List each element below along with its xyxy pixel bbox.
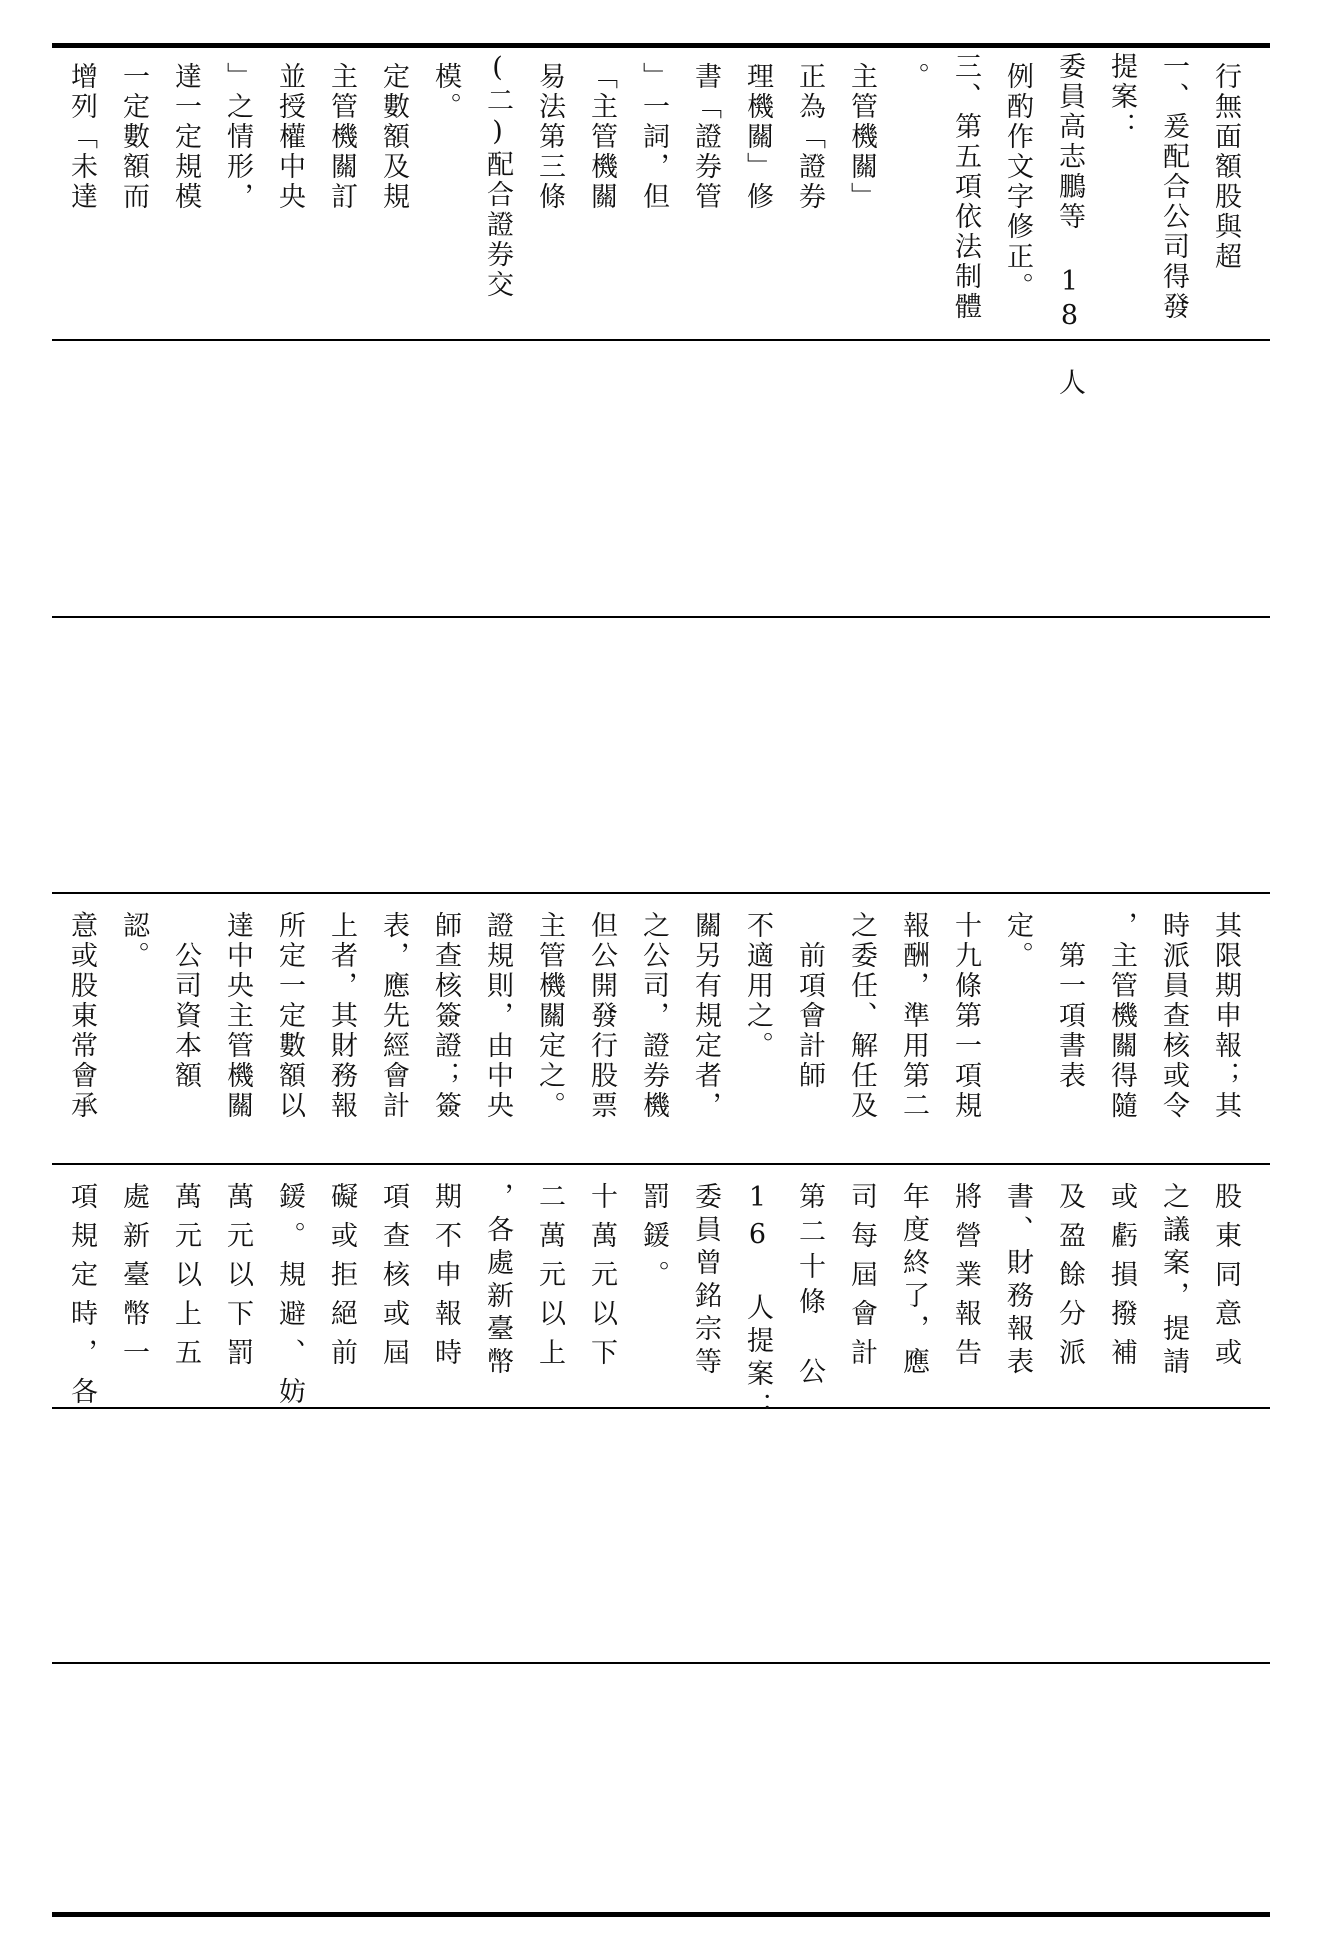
text-column: 行無面額股與超 [1210, 62, 1241, 272]
text-column: 不適用之。 [742, 911, 773, 1061]
text-column: 及盈餘分派 [1054, 1182, 1085, 1377]
text-column: 期不申報時 [430, 1182, 461, 1377]
current-text-cell [52, 893, 1270, 1163]
text-column: 模。 [430, 62, 461, 122]
text-column: 委員曾銘宗等 [690, 1182, 721, 1380]
text-column: 股東同意或 [1210, 1182, 1241, 1377]
text-column: 達一定規模 [170, 62, 201, 212]
text-column: 處新臺幣一 [118, 1182, 149, 1377]
text-column: 書、財務報表 [1002, 1182, 1033, 1380]
text-column: 但公開發行股票 [586, 911, 617, 1121]
text-column: 表，應先經會計 [378, 911, 409, 1121]
text-column: 「主管機關 [586, 62, 617, 212]
text-column: 定數額及規 [378, 62, 409, 212]
text-column: 萬元以下罰 [222, 1182, 253, 1377]
text-column: 十九條第一項規 [950, 911, 981, 1121]
text-column: 主管機關」 [846, 62, 877, 212]
text-column: 書「證券管 [690, 62, 721, 212]
text-column: 正為「證券 [794, 62, 825, 212]
text-column: 師查核簽證；簽 [430, 911, 461, 1121]
text-column: 主管機關訂 [326, 62, 357, 212]
text-column: (二)配合證券交 [482, 52, 513, 300]
text-column: 之委任、解任及 [846, 911, 877, 1121]
text-column: 萬元以上五 [170, 1182, 201, 1377]
text-column: 時派員查核或令 [1158, 911, 1189, 1121]
text-column: 前項會計師 [794, 911, 825, 1091]
text-column: 罰鍰。 [638, 1182, 669, 1299]
text-column: 年度終了，應 [898, 1182, 929, 1380]
text-column: 項查核或屆 [378, 1182, 409, 1377]
proposal-text-cell [52, 1164, 1270, 1425]
text-column: 主管機關定之。 [534, 911, 565, 1121]
text-column: 礙或拒絕前 [326, 1182, 357, 1377]
text-column: 意或股東常會承 [66, 911, 97, 1121]
text-column: 項規定時，各 [66, 1182, 97, 1416]
text-column: 」一詞，但 [638, 62, 669, 212]
bottom-border [52, 1912, 1270, 1917]
text-column: 二萬元以上 [534, 1182, 565, 1377]
text-column: 司每屆會計 [846, 1182, 877, 1377]
text-column: 第一項書表 [1054, 911, 1085, 1091]
text-column: 16 人提案： [742, 1182, 773, 1425]
empty-row-divider-2 [52, 1662, 1270, 1664]
text-column: 提案： [1106, 52, 1137, 142]
text-column: 認。 [118, 911, 149, 971]
text-column: 公司資本額 [170, 911, 201, 1091]
row-3-divider [52, 1407, 1270, 1409]
empty-row-divider [52, 616, 1270, 618]
text-column: 易法第三條 [534, 62, 565, 212]
text-column: 例酌作文字修正。 [1002, 62, 1033, 302]
row-1-divider [52, 339, 1270, 341]
text-column: 理機關」修 [742, 62, 773, 212]
text-column: 其限期申報；其 [1210, 911, 1241, 1121]
text-column: 」之情形， [222, 62, 253, 212]
text-column: 證規則，由中央 [482, 911, 513, 1121]
text-column: 第二十條 公 [794, 1182, 825, 1392]
text-column: 將營業報告 [950, 1182, 981, 1377]
text-column: 鍰。規避、妨 [274, 1182, 305, 1416]
text-column: 委員高志鵬等 18 人 [1054, 52, 1085, 398]
text-column: ，各處新臺幣 [482, 1182, 513, 1380]
explanation-cell [52, 44, 1270, 398]
text-column: 或虧損撥補 [1106, 1182, 1137, 1377]
text-column: 報酬，準用第二 [898, 911, 929, 1121]
text-column: 定。 [1002, 911, 1033, 971]
text-column: 一、爰配合公司得發 [1158, 52, 1189, 322]
text-column: 一定數額而 [118, 62, 149, 212]
text-column: 達中央主管機關 [222, 911, 253, 1121]
text-column: 所定一定數額以 [274, 911, 305, 1121]
text-column: 並授權中央 [274, 62, 305, 212]
text-column: 。 [898, 62, 929, 92]
text-column: 十萬元以下 [586, 1182, 617, 1377]
text-column: 之公司，證券機 [638, 911, 669, 1121]
text-column: 關另有規定者， [690, 911, 721, 1121]
text-column: 三、第五項依法制體 [950, 52, 981, 322]
text-column: 上者，其財務報 [326, 911, 357, 1121]
text-column: 之議案，提請 [1158, 1182, 1189, 1380]
text-column: 增列「未達 [66, 62, 97, 212]
text-column: ，主管機關得隨 [1106, 911, 1137, 1121]
